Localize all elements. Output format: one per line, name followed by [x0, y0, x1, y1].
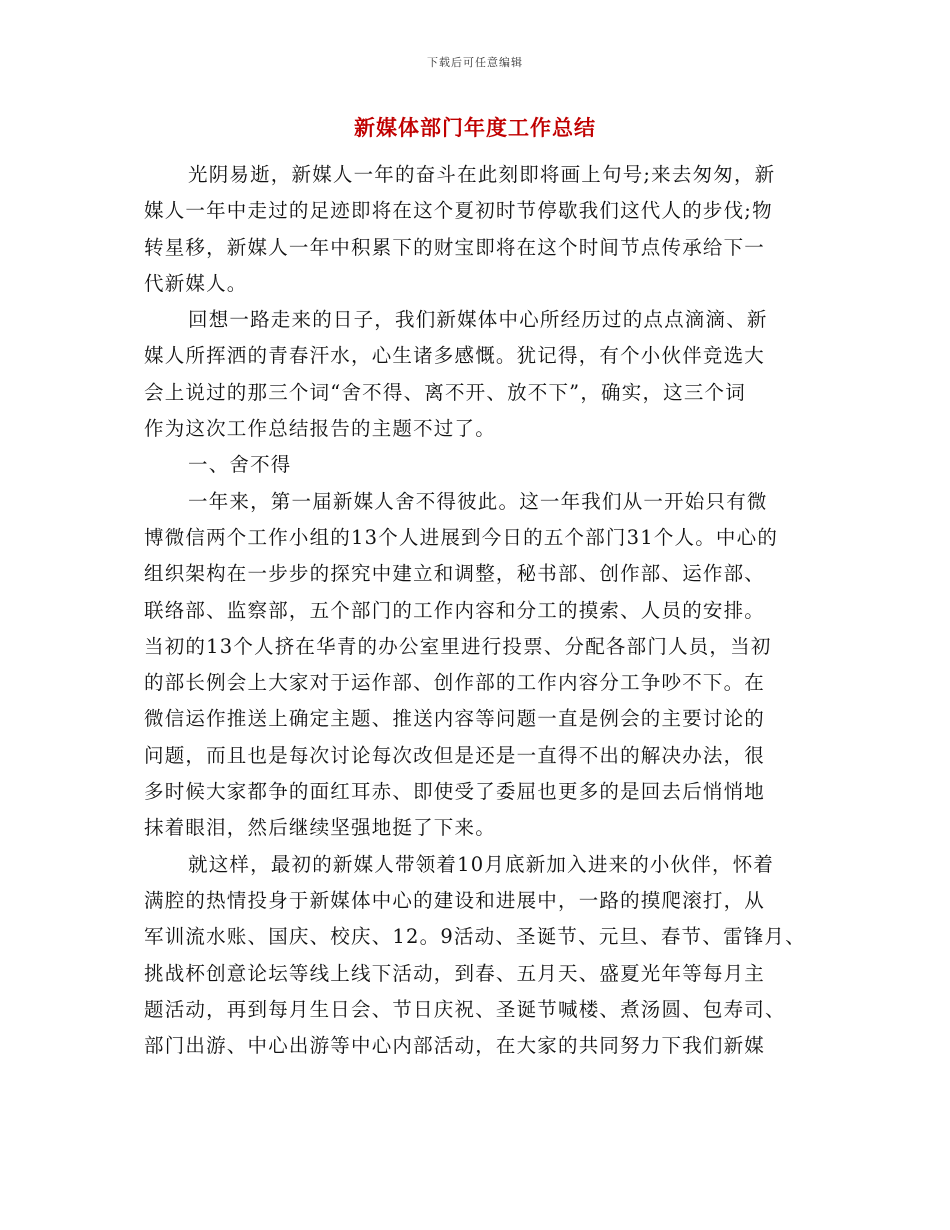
- document-title: 新媒体部门年度工作总结: [354, 115, 596, 140]
- text-line: 回想一路走来的日子，我们新媒体中心所经历过的点点滴滴、新: [188, 308, 768, 332]
- text-line: 的部长例会上大家对于运作部、创作部的工作内容分工争吵不下。在: [144, 671, 766, 695]
- text-line: 会上说过的那三个词“舍不得、离不开、放不下”，确实，这三个词: [144, 380, 746, 404]
- text-line: 多时候大家都争的面红耳赤、即使受了委屈也更多的是回去后悄悄地: [144, 780, 766, 804]
- text-line: 媒人一年中走过的足迹即将在这个夏初时节停歇我们这代人的步伐;物: [144, 199, 773, 223]
- text-line: 问题，而且也是每次讨论每次改但是还是一直得不出的解决办法，很: [144, 743, 766, 767]
- text-line: 作为这次工作总结报告的主题不过了。: [144, 417, 496, 441]
- text-line: 联络部、监察部，五个部门的工作内容和分工的摸索、人员的安排。: [144, 598, 766, 622]
- text-line: 军训流水账、国庆、校庆、12。9活动、圣诞节、元旦、春节、雷锋月、: [144, 925, 806, 949]
- text-line: 挑战杯创意论坛等线上线下活动，到春、五月天、盛夏光年等每月主: [144, 961, 766, 985]
- text-line: 光阴易逝，新媒人一年的奋斗在此刻即将画上句号;来去匆匆，新: [188, 163, 776, 186]
- text-line: 当初的13个人挤在华青的办公室里进行投票、分配各部门人员，当初: [144, 634, 772, 658]
- text-line: 满腔的热情投身于新媒体中心的建设和进展中，一路的摸爬滚打，从: [144, 888, 766, 912]
- text-line: 组织架构在一步步的探究中建立和调整，秘书部、创作部、运作部、: [144, 562, 766, 586]
- text-line: 微信运作推送上确定主题、推送内容等问题一直是例会的主要讨论的: [144, 707, 766, 731]
- text-line: 题活动，再到每月生日会、节日庆祝、圣诞节喊楼、煮汤圆、包寿司、: [144, 997, 786, 1021]
- text-line: 转星移，新媒人一年中积累下的财宝即将在这个时间节点传承给下一: [144, 235, 766, 259]
- header-note: 下载后可任意编辑: [427, 56, 523, 69]
- document-body: [144, 157, 824, 1064]
- text-line: 代新媒人。: [144, 271, 248, 295]
- text-line: 媒人所挥洒的青春汗水，心生诸多感慨。犹记得，有个小伙伴竞选大: [144, 344, 766, 368]
- text-line: 部门出游、中心出游等中心内部活动，在大家的共同努力下我们新媒: [144, 1034, 766, 1058]
- text-line: 一年来，第一届新媒人舍不得彼此。这一年我们从一开始只有微: [188, 489, 768, 513]
- text-line: 就这样，最初的新媒人带领着10月底新加入进来的小伙伴，怀着: [188, 852, 775, 876]
- section-heading: 一、舍不得: [188, 453, 292, 477]
- text-line: 博微信两个工作小组的13个人进展到今日的五个部门31个人。中心的: [144, 525, 779, 549]
- text-line: 抹着眼泪，然后继续坚强地挺了下来。: [144, 816, 496, 840]
